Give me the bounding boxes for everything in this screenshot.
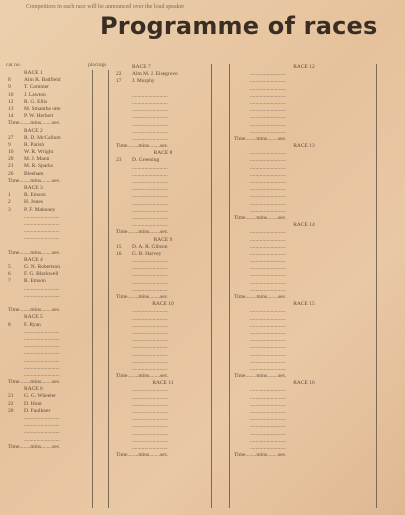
blank-entry-line: ..........................	[250, 236, 286, 243]
race-heading: RACE 13	[293, 143, 315, 150]
blank-entry-line: ..........................	[132, 128, 168, 135]
blank-row	[8, 300, 90, 307]
race-heading: RACE 2	[24, 127, 43, 134]
blank-entry-line: ..........................	[250, 430, 286, 437]
race-time-line: Time........mins........sec.	[234, 452, 287, 459]
blank-entry-line: ..........................	[24, 343, 60, 350]
page-title: Programme of races	[100, 12, 378, 40]
entrant-row	[8, 171, 90, 178]
race-time-line: Time........mins........sec.	[234, 373, 287, 380]
blank-entry-line: ..........................	[132, 423, 168, 430]
entrant-name: P. W. Herbert	[24, 113, 54, 120]
entrant-row	[8, 113, 90, 120]
car-number: 2	[8, 199, 11, 206]
entrant-row	[8, 401, 90, 408]
entrant-name: F. Ryan	[24, 321, 41, 328]
car-number: 26	[8, 170, 14, 177]
blank-entry-line: ..........................	[250, 358, 286, 365]
car-number: 8	[8, 321, 11, 328]
entrant-row	[8, 393, 90, 400]
blank-entry-line: ..........................	[132, 186, 168, 193]
blank-entry-line: ..........................	[132, 437, 168, 444]
race-time-line: Time........mins........sec.	[8, 177, 61, 184]
blank-entry-line: ..........................	[132, 222, 168, 229]
car-number: 8	[8, 77, 11, 84]
blank-entry-line: ..........................	[132, 272, 168, 279]
entrant-name: R. Emson	[24, 278, 46, 285]
blank-entry-line: ..........................	[132, 308, 168, 315]
blank-row	[116, 86, 210, 93]
blank-entry-line: ..........................	[132, 358, 168, 365]
blank-entry-line: ..........................	[132, 214, 168, 221]
blank-entry-line: ..........................	[250, 250, 286, 257]
entrant-row	[8, 77, 90, 84]
race-heading: RACE 8	[153, 150, 173, 157]
blank-entry-line: ..........................	[132, 286, 168, 293]
car-number: 5	[8, 264, 11, 271]
blank-entry-line: ..........................	[132, 322, 168, 329]
race-heading: RACE 3	[24, 185, 43, 191]
blank-entry-line: ..........................	[132, 200, 168, 207]
entrant-row	[8, 192, 90, 199]
car-number: 21	[8, 163, 14, 170]
race-time-line: Time........mins........sec.	[234, 294, 287, 300]
blank-entry-line: ..........................	[250, 114, 286, 121]
blank-entry-line: ..........................	[132, 121, 168, 128]
entrant-name: R. Emson	[24, 192, 46, 199]
entrant-name: G. G. Wheeler	[24, 393, 56, 400]
car-number: 9	[8, 84, 11, 91]
race-time-line: Time........mins........sec.	[8, 307, 61, 314]
races-column-1	[8, 70, 90, 451]
blank-entry-line: ..........................	[132, 409, 168, 415]
blank-entry-line: ..........................	[250, 329, 286, 336]
blank-entry-line: ..........................	[132, 344, 168, 351]
blank-entry-line: ..........................	[250, 179, 286, 185]
entrant-row	[8, 271, 90, 278]
blank-entry-line: ..........................	[24, 285, 60, 292]
blank-entry-line: ..........................	[24, 364, 60, 371]
blank-entry-line: ..........................	[24, 235, 60, 242]
car-number: 16	[116, 250, 122, 257]
entrant-name: G. N. Robertson	[24, 264, 61, 271]
blank-entry-line: ..........................	[250, 71, 286, 78]
blank-entry-line: ..........................	[250, 258, 286, 265]
race-time-line: Time........mins........sec.	[8, 379, 61, 386]
loudspeaker-note: Competitors in each race will be announced over the loud speaker	[26, 4, 185, 10]
car-number: 7	[8, 278, 11, 285]
blank-entry-line: ..........................	[250, 322, 286, 329]
car-number: 27	[8, 134, 14, 141]
entrant-row	[116, 157, 210, 164]
entrant-name: Bleeham	[24, 170, 44, 177]
race-heading: RACE 7	[132, 64, 151, 70]
entrant-name: Alm R. Badfield	[24, 77, 61, 84]
blank-entry-line: ..........................	[132, 99, 168, 106]
blank-entry-line: ..........................	[250, 186, 286, 193]
blank-entry-line: ..........................	[250, 200, 286, 207]
race-heading: RACE 12	[293, 64, 315, 70]
entrant-name: D. Greening	[132, 157, 160, 164]
blank-entry-line: ..........................	[132, 387, 168, 394]
column-divider-right	[376, 64, 377, 508]
entrant-row	[116, 251, 210, 258]
entrant-row	[8, 408, 90, 415]
blank-entry-line: ..........................	[132, 107, 168, 114]
blank-entry-line: ..........................	[250, 99, 286, 106]
car-number: 17	[116, 78, 122, 85]
column-divider-middle-2	[229, 64, 230, 508]
race-time-line: Time........mins........sec.	[8, 120, 61, 127]
blank-entry-line: ..........................	[250, 128, 286, 135]
race-heading: RACE 9	[153, 236, 173, 243]
blank-entry-line: ..........................	[250, 229, 286, 236]
blank-entry-line: ..........................	[132, 135, 168, 142]
blank-entry-line: ..........................	[132, 315, 168, 322]
car-number: 22	[8, 400, 14, 407]
car-number: 3	[8, 206, 11, 213]
blank-entry-line: ..........................	[132, 207, 168, 214]
race-time-line: Time........mins........sec.	[116, 294, 169, 300]
blank-entry-line: ..........................	[250, 207, 286, 214]
blank-entry-line: ..........................	[250, 344, 286, 351]
car-number: 10	[8, 149, 14, 156]
blank-entry-line: ..........................	[132, 193, 168, 200]
blank-entry-line: ..........................	[250, 150, 286, 157]
car-no-header: car no.	[6, 62, 21, 68]
race-heading: RACE 15	[293, 301, 315, 308]
blank-entry-line: ..........................	[132, 351, 168, 358]
blank-entry-line: ..........................	[250, 85, 286, 92]
placings-header: placings	[88, 62, 107, 68]
blank-entry-line: ..........................	[132, 179, 168, 185]
car-number: 12	[8, 98, 14, 105]
blank-entry-line: ..........................	[24, 371, 60, 378]
blank-entry-line: ..........................	[250, 121, 286, 128]
blank-entry-line: ..........................	[250, 78, 286, 85]
car-number: 23	[116, 157, 122, 164]
entrant-row	[8, 163, 90, 170]
car-number: 1	[8, 192, 11, 199]
entrant-row	[116, 244, 210, 251]
blank-entry-line: ..........................	[250, 351, 286, 358]
blank-entry-line: ..........................	[250, 243, 286, 250]
car-number: 22	[116, 71, 122, 78]
entrant-row	[8, 106, 90, 113]
entrant-row	[8, 207, 90, 214]
race-time-line: Time........mins........sec.	[8, 443, 61, 450]
car-number: 14	[8, 113, 14, 120]
entrant-row	[8, 199, 90, 206]
blank-entry-line: ..........................	[24, 292, 60, 299]
placings-divider-right	[108, 70, 109, 508]
race-time-line: Time........mins........sec.	[116, 229, 169, 236]
race-time-line: Time........mins........sec.	[234, 214, 287, 221]
entrant-name: R. D. McCallum	[24, 134, 61, 141]
race-heading: RACE 6	[24, 386, 43, 393]
entrant-row	[8, 264, 90, 271]
entrant-name: F. G. Blackwell	[24, 271, 59, 278]
entrant-row	[8, 92, 90, 99]
blank-row	[8, 243, 90, 250]
entrant-name: R. Parish	[24, 141, 45, 148]
car-number: 13	[8, 105, 14, 112]
race-time-line: Time........mins........sec.	[8, 249, 61, 256]
blank-entry-line: ..........................	[24, 350, 60, 357]
blank-entry-line: ..........................	[132, 164, 168, 171]
entrant-row	[8, 156, 90, 163]
entrant-row	[116, 78, 210, 85]
entrant-name: R. G. Ellis	[24, 98, 48, 105]
entrant-name: M. R. Sparks	[24, 163, 54, 170]
blank-entry-line: ..........................	[132, 401, 168, 408]
blank-entry-line: ..........................	[250, 387, 286, 394]
blank-entry-line: ..........................	[250, 437, 286, 444]
blank-entry-line: ..........................	[132, 444, 168, 451]
blank-entry-line: ..........................	[24, 422, 60, 429]
race-heading: RACE 14	[293, 222, 315, 229]
car-number: 15	[116, 243, 122, 250]
blank-entry-line: ..........................	[24, 429, 60, 436]
blank-entry-line: ..........................	[250, 315, 286, 322]
blank-entry-line: ..........................	[24, 415, 60, 421]
blank-entry-line: ..........................	[250, 279, 286, 286]
blank-entry-line: ..........................	[250, 423, 286, 430]
blank-entry-line: ..........................	[24, 436, 60, 443]
blank-entry-line: ..........................	[250, 286, 286, 293]
entrant-name: P. F. Mahoney	[24, 206, 56, 213]
blank-entry-line: ..........................	[132, 365, 168, 372]
blank-entry-line: ..........................	[132, 430, 168, 437]
race-heading: RACE 5	[24, 314, 43, 321]
blank-entry-line: ..........................	[24, 335, 60, 342]
entrant-row	[8, 149, 90, 156]
blank-entry-line: ..........................	[132, 258, 168, 265]
entrant-name: M. J. Mann	[24, 156, 50, 163]
entrant-row	[8, 99, 90, 106]
blank-entry-line: ..........................	[250, 92, 286, 99]
blank-entry-line: ..........................	[250, 337, 286, 344]
entrant-name: W. R. Wright	[24, 149, 54, 156]
blank-entry-line: ..........................	[250, 193, 286, 200]
blank-entry-line: ..........................	[132, 265, 168, 272]
races-column-3	[234, 64, 374, 459]
race-heading: RACE 10	[152, 301, 174, 308]
blank-entry-line: ..........................	[24, 328, 60, 335]
blank-entry-line: ..........................	[24, 228, 60, 235]
entrant-name: G. R. Harvey	[132, 250, 162, 257]
entrant-name: T. Commer	[24, 84, 49, 91]
car-number: 9	[8, 141, 11, 148]
race-time-line: Time........mins........sec.	[116, 452, 169, 459]
entrant-name: D. Faulkner	[24, 407, 51, 414]
blank-entry-line: ..........................	[250, 394, 286, 401]
blank-entry-line: ..........................	[250, 265, 286, 272]
entrant-name: D. Hunt	[24, 400, 42, 407]
blank-entry-line: ..........................	[250, 416, 286, 423]
blank-entry-line: ..........................	[250, 365, 286, 372]
entrant-row	[116, 71, 210, 78]
blank-entry-line: ..........................	[250, 401, 286, 408]
entrant-name: Alm M. J. Elsegrove	[132, 71, 178, 78]
race-heading: RACE 11	[152, 380, 174, 387]
entrant-name: H. Jones	[24, 199, 43, 206]
race-heading: RACE 1	[24, 70, 43, 76]
entrant-row	[8, 278, 90, 285]
entrant-name: J. Lawton	[24, 91, 46, 98]
races-column-2	[116, 64, 210, 459]
entrant-name: M. Smanthe utte	[24, 105, 61, 112]
blank-entry-line: ..........................	[132, 394, 168, 401]
blank-entry-line: ..........................	[132, 114, 168, 121]
blank-entry-line: ..........................	[132, 337, 168, 344]
blank-entry-line: ..........................	[250, 444, 286, 451]
car-number: 10	[8, 91, 14, 98]
blank-entry-line: ..........................	[250, 272, 286, 279]
blank-entry-line: ..........................	[250, 409, 286, 415]
column-divider-middle	[211, 64, 212, 508]
entrant-row	[8, 84, 90, 91]
blank-entry-line: ..........................	[250, 164, 286, 171]
race-time-line: Time........mins........sec.	[116, 373, 169, 380]
car-number: 20	[8, 156, 14, 163]
blank-entry-line: ..........................	[132, 329, 168, 336]
entrant-row	[8, 322, 90, 329]
race-time-line: Time........mins........sec.	[234, 135, 287, 142]
race-time-line: Time........mins........sec.	[116, 143, 169, 150]
blank-entry-line: ..........................	[24, 220, 60, 227]
blank-entry-line: ..........................	[250, 171, 286, 178]
blank-entry-line: ..........................	[24, 357, 60, 364]
blank-entry-line: ..........................	[132, 171, 168, 178]
car-number: 21	[8, 393, 14, 400]
entrant-name: D. A. R. Gibson	[132, 243, 168, 250]
blank-entry-line: ..........................	[250, 308, 286, 315]
blank-entry-line: ..........................	[250, 157, 286, 164]
entrant-row	[8, 135, 90, 142]
blank-entry-line: ..........................	[132, 416, 168, 423]
entrant-name: J. Murphy	[132, 78, 155, 85]
car-number: 6	[8, 271, 11, 278]
entrant-row	[8, 142, 90, 149]
race-heading: RACE 4	[24, 256, 43, 263]
blank-entry-line: ..........................	[250, 107, 286, 114]
race-heading: RACE 16	[293, 380, 315, 387]
car-number: 20	[8, 407, 14, 414]
blank-entry-line: ..........................	[132, 92, 168, 99]
placings-divider-left	[92, 70, 93, 508]
blank-entry-line: ..........................	[24, 213, 60, 220]
blank-entry-line: ..........................	[132, 279, 168, 286]
